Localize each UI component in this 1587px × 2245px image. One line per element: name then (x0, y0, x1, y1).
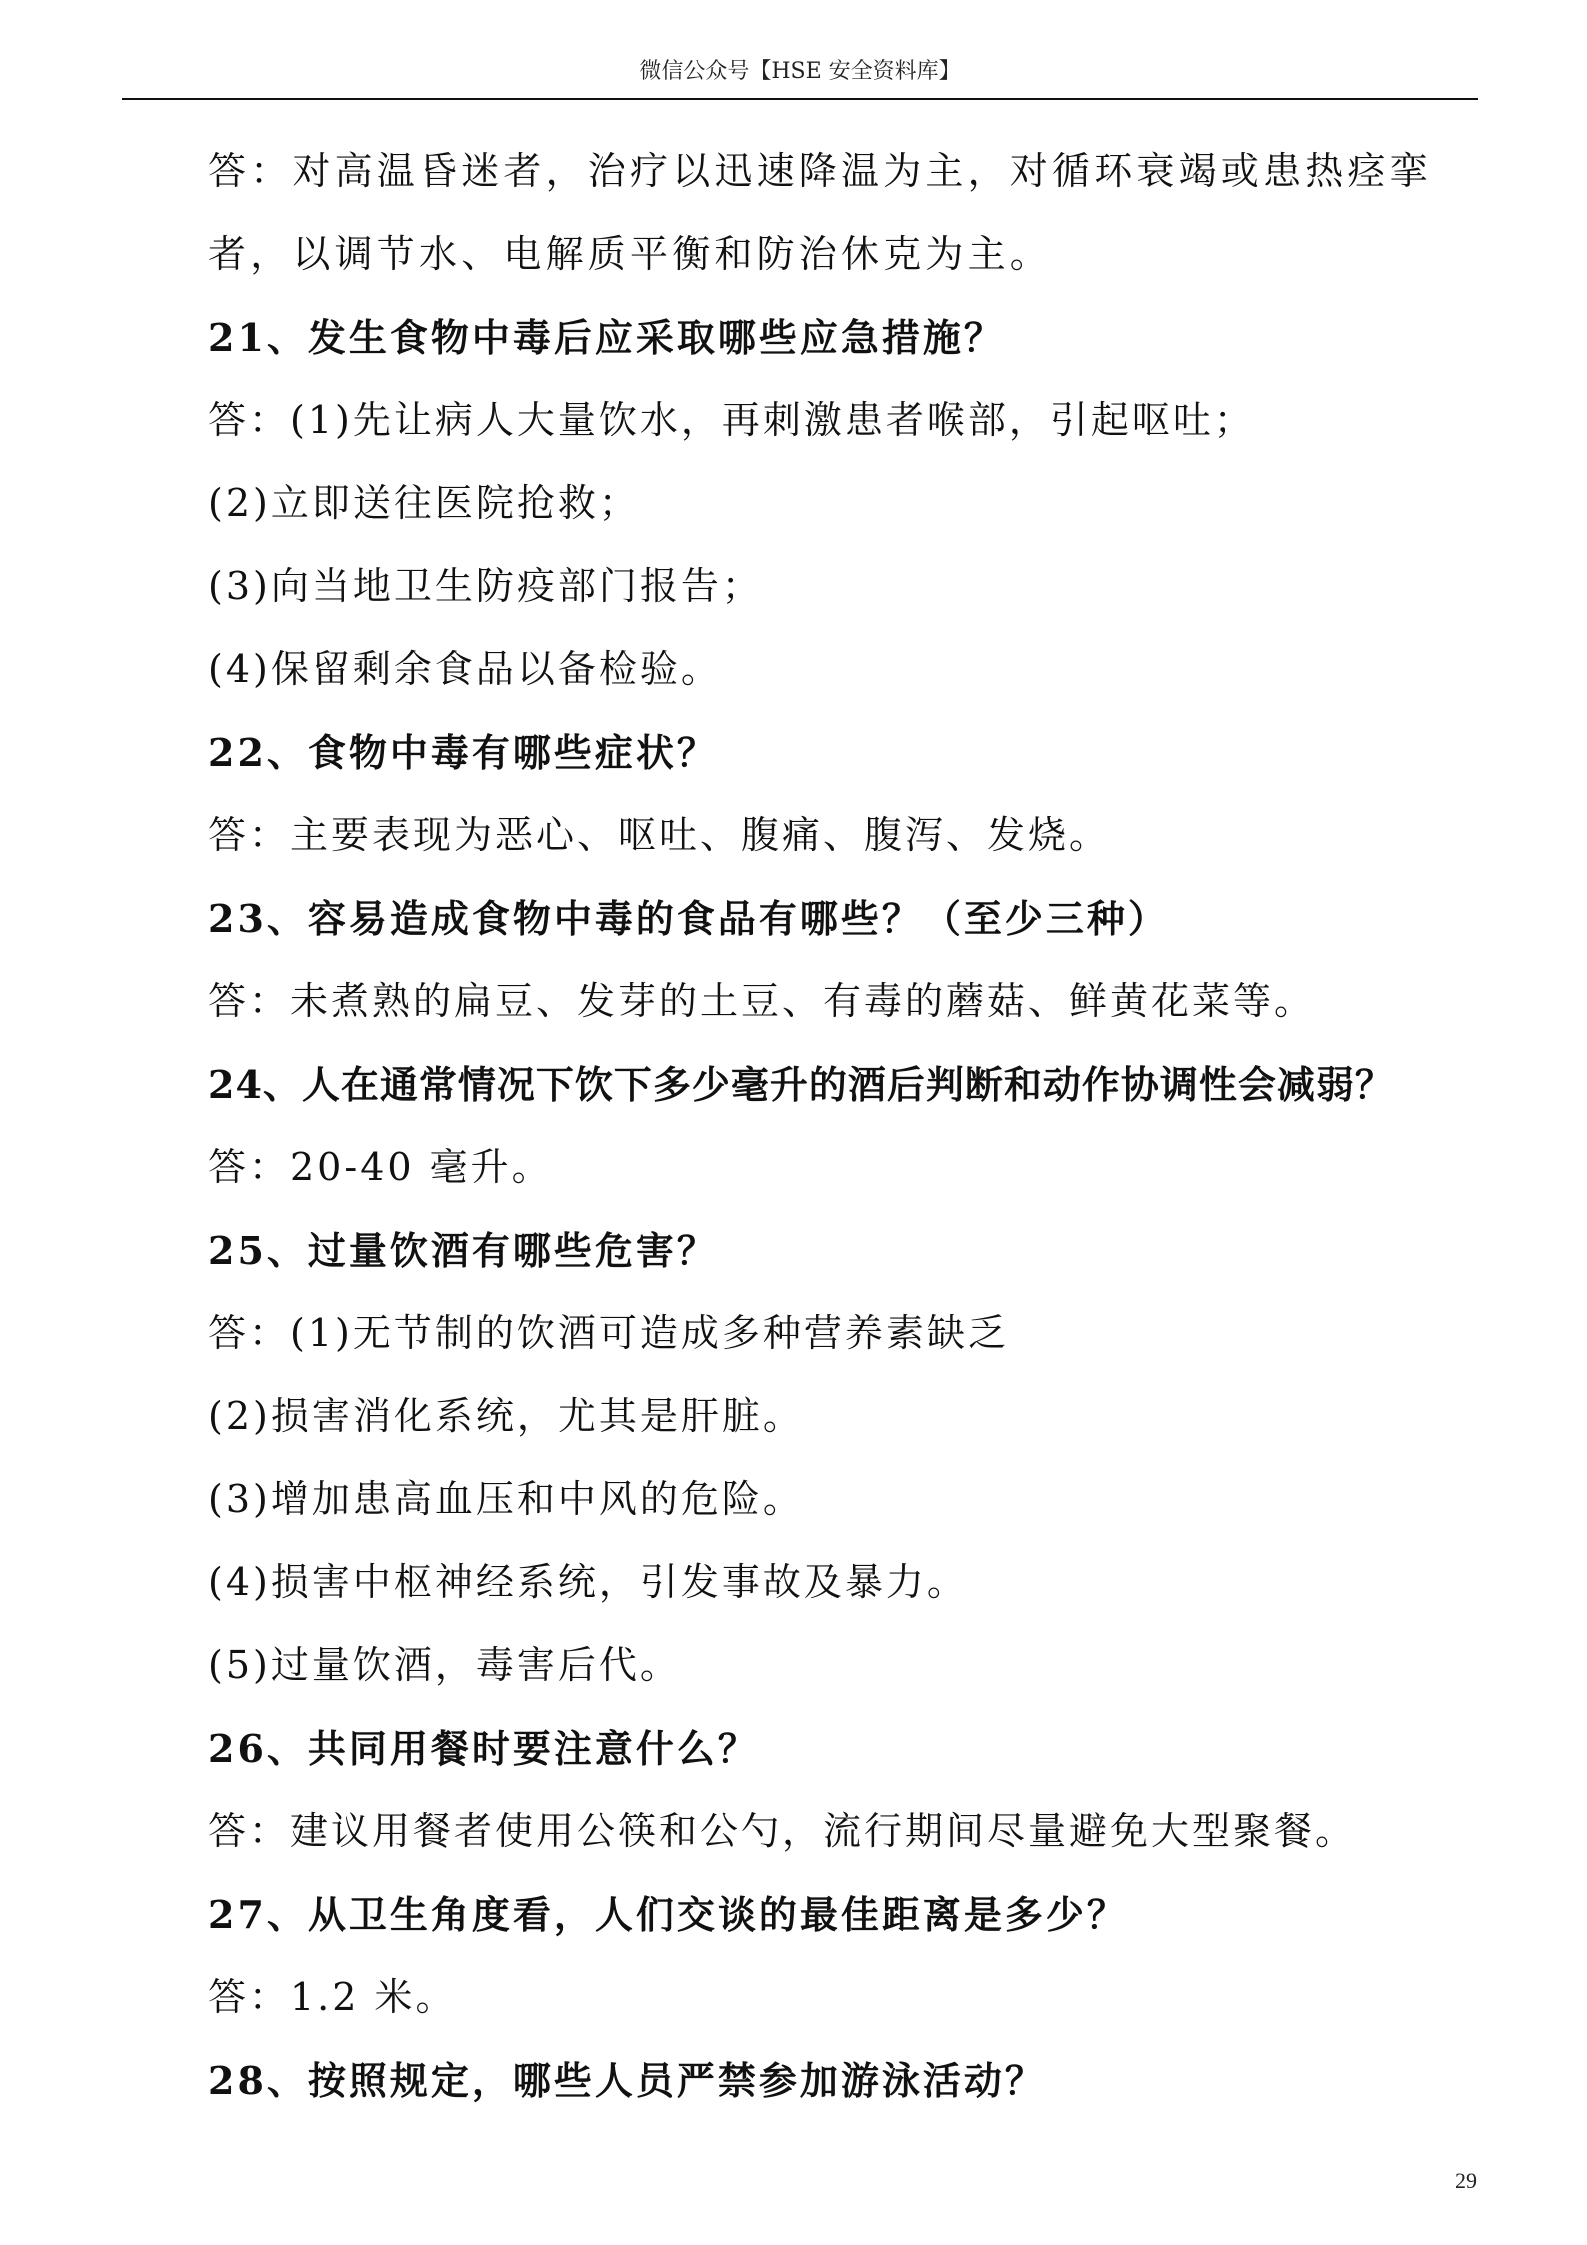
answer-21-item-3: (3)向当地卫生防疫部门报告； (208, 564, 763, 608)
answer-25-item-2: (2)损害消化系统，尤其是肝脏。 (208, 1394, 804, 1438)
question-28-heading: 28、按照规定，哪些人员严禁参加游泳活动？ (208, 2058, 1046, 2103)
answer-27-paragraph: 答：1.2 米。 (208, 1975, 457, 2019)
page-number: 29 (1455, 2168, 1477, 2193)
question-23-heading: 23、容易造成食物中毒的食品有哪些？（至少三种） (208, 896, 1169, 941)
answer-25-item-1: 答：(1)无节制的饮酒可造成多种营养素缺乏 (208, 1311, 1009, 1355)
answer-21-item-4: (4)保留剩余食品以备检验。 (208, 647, 722, 691)
question-27-heading: 27、从卫生角度看，人们交谈的最佳距离是多少？ (208, 1892, 1128, 1937)
answer-24-paragraph: 答：20-40 毫升。 (208, 1145, 553, 1189)
page-header (122, 56, 1478, 100)
question-25-heading: 25、过量饮酒有哪些危害？ (208, 1228, 718, 1273)
header-title: 微信公众号【HSE 安全资料库】 (639, 59, 961, 84)
answer-26-paragraph: 答：建议用餐者使用公筷和公勺，流行期间尽量避免大型聚餐。 (208, 1809, 1357, 1853)
document-body (122, 130, 1478, 2122)
answer-25-item-4: (4)损害中枢神经系统，引发事故及暴力。 (208, 1560, 968, 1604)
answer-25-item-5: (5)过量饮酒，毒害后代。 (208, 1643, 681, 1687)
question-21-heading: 21、发生食物中毒后应采取哪些应急措施？ (208, 315, 1005, 360)
answer-22-paragraph: 答：主要表现为恶心、呕吐、腹痛、腹泻、发烧。 (208, 813, 1111, 857)
question-24-heading: 24、人在通常情况下饮下多少毫升的酒后判断和动作协调性会减弱？ (208, 1062, 1394, 1107)
question-22-heading: 22、食物中毒有哪些症状？ (208, 730, 718, 775)
question-26-heading: 26、共同用餐时要注意什么？ (208, 1726, 759, 1771)
answer-21-item-1: 答：(1)先让病人大量饮水，再刺激患者喉部，引起呕吐； (208, 398, 1255, 442)
answer-25-item-3: (3)增加患高血压和中风的危险。 (208, 1477, 804, 1521)
answer-23-paragraph: 答：未煮熟的扁豆、发芽的土豆、有毒的蘑菇、鲜黄花菜等。 (208, 979, 1316, 1023)
answer-20-paragraph: 答：对高温昏迷者，治疗以迅速降温为主，对循环衰竭或患热痉挛者，以调节水、电解质平衡和防治休克为主。 (208, 149, 1432, 276)
answer-21-item-2: (2)立即送往医院抢救； (208, 481, 640, 525)
